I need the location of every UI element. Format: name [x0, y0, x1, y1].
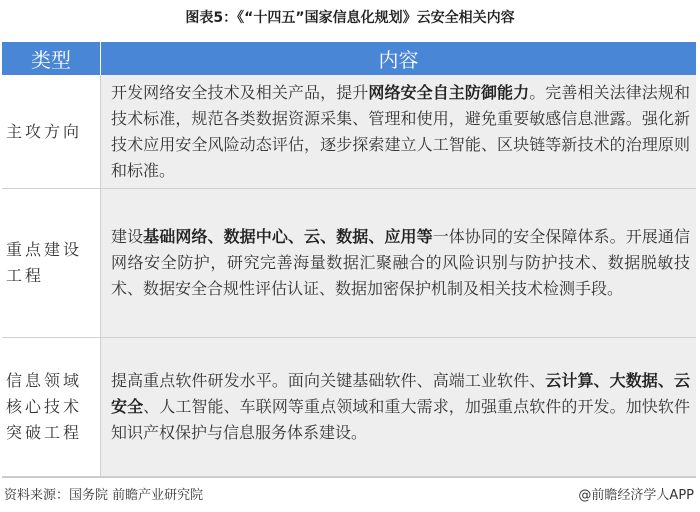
content-text: 一体协同的安全保障体系。开展通信网络安全防护，研究完善海量数据汇聚融合的风险识别与防护技术、数据脱敏技术、数据安全合规性评估认证、数据加密保护机制及相关技术检测手段。 [111, 227, 690, 298]
row-content-cell [101, 338, 697, 477]
table-row [2, 75, 696, 189]
table-header-row [2, 42, 696, 75]
source-note: 资料来源：国务院 前瞻产业研究院 [4, 488, 204, 503]
header-type: 类型 [2, 42, 101, 75]
policy-table [2, 42, 696, 477]
content-emphasis: 网络安全自主防御能力 [368, 82, 530, 102]
figure-title: 图表5：《“十四五”国家信息化规划》云安全相关内容 [185, 10, 515, 26]
row-type-cell: 重点建设工程 [2, 189, 101, 338]
row-type-cell: 信息领域核心技术突破工程 [2, 338, 101, 477]
content-text: 。完善相关法律法规和技术标准，规范各类数据资源采集、管理和使用，避免重要敏感信息泄露。强化新技术应用安全风险动态评估，逐步探索建立人工智能、区块链等新技术的治理原则和标准。 [111, 82, 690, 180]
row-content-cell [101, 75, 697, 189]
brand-credit: @前瞻经济学人APP [578, 488, 694, 503]
table-row [2, 338, 696, 477]
content-emphasis: 云计算、大数据、云安全 [111, 371, 690, 416]
content-text: 、人工智能、车联网等重点领域和重大需求，加强重点软件的开发。加快软件知识产权保护与信息服务体系建设。 [111, 397, 690, 442]
content-emphasis: 基础网络、数据中心、云、数据、应用等 [143, 227, 433, 246]
row-content-cell [101, 189, 697, 338]
table-row [2, 189, 696, 338]
content-text: 开发网络安全技术及相关产品，提升 [111, 82, 369, 102]
header-content: 内容 [101, 42, 697, 75]
divider [2, 477, 696, 478]
content-text: 建设 [111, 227, 144, 246]
content-text: 提高重点软件研发水平。面向关键基础软件、高端工业软件、 [111, 371, 546, 390]
row-type-cell: 主攻方向 [2, 75, 101, 189]
